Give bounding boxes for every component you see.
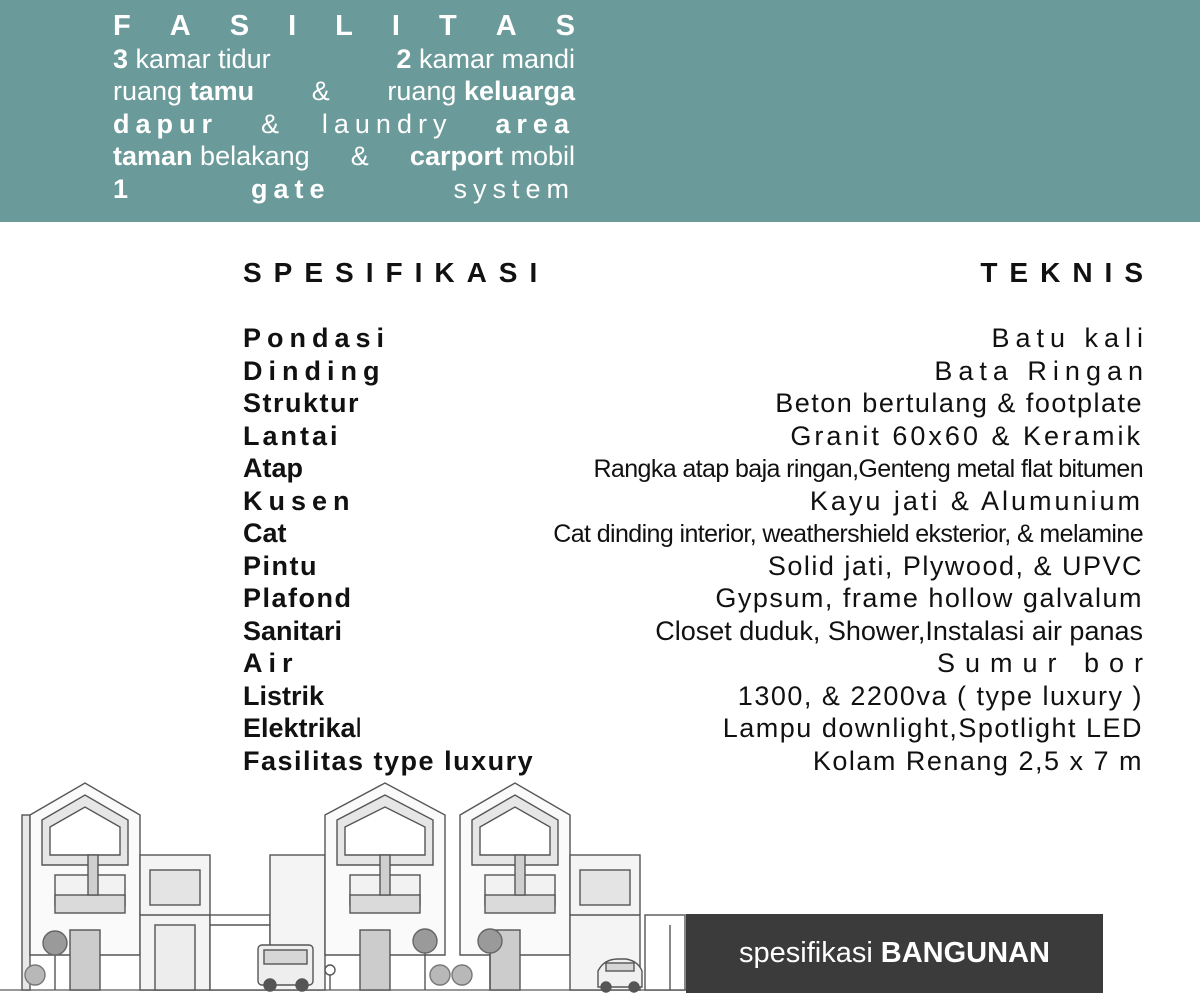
spec-label-tail: l [355,713,362,743]
spesifikasi-bangunan-badge [686,914,1103,993]
house-left [25,783,210,990]
spec-row-listrik [243,680,1143,713]
laundry-text: laundry [321,108,453,139]
title-letter: L [335,10,353,42]
spec-label: Sanitari [243,615,343,646]
title-letter: I [391,10,400,42]
spec-row-atap [243,452,1143,485]
kitchen-text: dapur [113,108,219,139]
badge-prefix: spesifikasi [739,937,873,969]
car-jeep-icon [258,945,313,991]
spesifikasi-title-left: SPESIFIKASI [243,257,550,288]
room-prefix: ruang [113,76,183,106]
spec-row-dinding [243,355,1149,388]
spec-label-bold: Elektrika [243,713,356,743]
spec-label [243,712,362,745]
spec-value: Gypsum, frame hollow galvalum [715,583,1143,613]
spec-label: Lantai [243,420,341,451]
spec-label: Air [243,648,299,678]
spec-row-plafond [243,582,1143,615]
spec-row-kusen [243,485,1143,518]
spesifikasi-title-right: TEKNIS [980,257,1155,288]
spec-list [243,322,1153,777]
fasilitas-header [0,0,1200,222]
spec-row-pintu [243,550,1143,583]
spec-label: Atap [243,453,303,483]
fasilitas-row-gate [113,173,575,206]
title-letter: S [229,10,250,42]
fasilitas-title [113,10,575,43]
spec-value: Lampu downlight,Spotlight LED [722,713,1143,743]
spec-value: Solid jati, Plywood, & UPVC [767,550,1143,581]
room-tamu: tamu [189,76,255,106]
title-letter: I [288,10,297,42]
spec-label: Kusen [243,485,356,516]
car-sedan-icon [598,959,642,992]
spec-label: Cat [243,518,287,548]
spec-value: Batu kali [991,323,1149,353]
fasilitas-row-kitchen [113,108,575,141]
spec-value: Kayu jati & Alumunium [809,485,1143,516]
bedroom-text: kamar tidur [135,43,271,74]
spec-row-fasilitas-luxury [243,745,1143,778]
spec-row-struktur [243,387,1143,420]
title-letter: T [438,10,457,42]
spec-label: Plafond [243,583,353,613]
title-letter: A [169,10,191,42]
spec-label: Struktur [243,388,361,418]
fasilitas-row-rooms [113,75,575,108]
fasilitas-block [113,10,575,205]
room-keluarga: keluarga [463,76,575,106]
house-right [452,783,640,990]
spec-value: Closet duduk, Shower,Instalasi air panas [655,615,1143,646]
ampersand: & [260,108,279,139]
spec-value: Cat dinding interior, weathershield eksterior, & melamine [553,520,1143,548]
spec-value: 1300, & 2200va ( type luxury ) [737,680,1143,711]
spec-label: Pondasi [243,323,391,353]
spec-value: Beton bertulang & footplate [775,388,1143,418]
carport-text: mobil [510,141,575,171]
area-text: area [495,108,575,139]
spec-row-lantai [243,420,1143,453]
ampersand: & [311,76,330,106]
spec-label: Fasilitas type luxury [243,745,535,776]
room-prefix: ruang [387,76,457,106]
spesifikasi-title [243,256,1155,290]
spec-value: Rangka atap baja ringan,Genteng metal flat bitumen [593,455,1143,483]
system-text: system [453,173,575,204]
garden-text: belakang [200,141,310,171]
bedroom-count: 3 [113,43,129,74]
bathroom-text: kamar mandi [418,43,575,74]
spec-value: Sumur bor [936,648,1153,678]
spec-label: Listrik [243,680,325,711]
spec-row-elektrikal [243,712,1143,745]
spec-value: Kolam Renang 2,5 x 7 m [812,745,1143,776]
spec-label: Pintu [243,550,318,581]
carport-bold: carport [409,141,503,171]
title-letter: S [555,10,575,42]
ampersand: & [350,141,369,171]
spec-value: Bata Ringan [934,355,1149,386]
gate-count: 1 [113,173,129,204]
gate-text: gate [250,173,331,204]
badge-bold: BANGUNAN [880,937,1050,969]
title-letter: A [495,10,517,42]
bathroom-count: 2 [396,43,412,74]
spec-value: Granit 60x60 & Keramik [790,420,1143,451]
spec-label: Dinding [243,355,386,386]
spec-row-pondasi [243,322,1149,355]
fasilitas-row-bedrooms [113,43,575,76]
fasilitas-row-garden [113,140,575,173]
spec-row-sanitari [243,615,1143,648]
spec-row-cat [243,517,1143,550]
garden-bold: taman [113,141,193,171]
title-letter: F [113,10,131,42]
spec-row-air [243,647,1153,680]
